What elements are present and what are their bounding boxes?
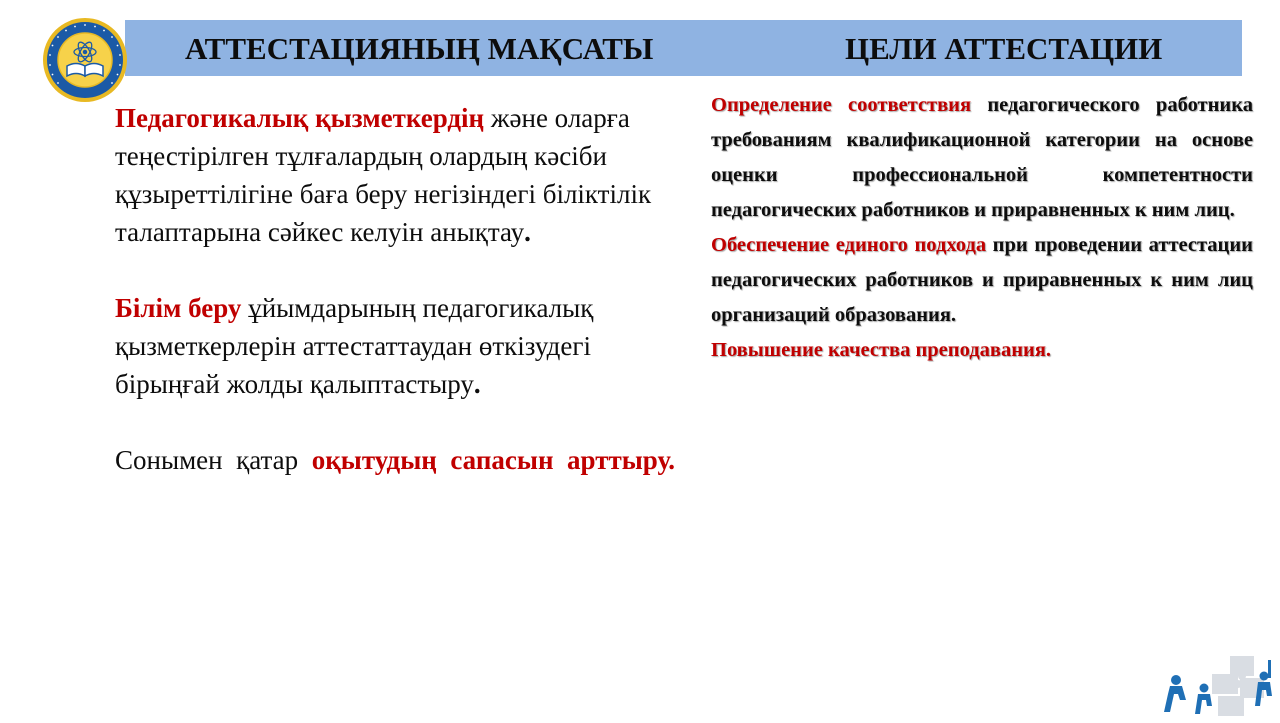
goal-ru-1 [711,88,1253,228]
goal-kz-2-end: . [473,369,481,399]
teamwork-puzzle-icon [1160,652,1278,718]
goal-kz-3-text: Сонымен қатар [115,445,312,475]
goal-ru-1-highlight: Определение соответствия [711,94,972,116]
goal-ru-2-highlight: Обеспечение единого подхода [711,234,987,256]
teamwork-svg [1160,652,1278,718]
goal-kz-3 [115,441,675,479]
goal-ru-2 [711,228,1253,333]
goal-ru-3-highlight: Повышение качества преподавания. [711,339,1052,361]
goal-kz-2 [115,289,675,403]
goal-kz-1 [115,99,675,251]
goal-kz-1-text: және оларға теңестірілген тұлғалардың олардың кәсіби құзыреттілігіне баға беру негізіндегі біліктілік талаптарына сәйкес келуін анықтау [115,103,652,247]
goal-kz-1-end: . [524,217,531,247]
goal-kz-2-highlight: Білім беру [115,293,242,323]
puzzle-blocks [1212,656,1264,716]
goals-russian [711,88,1253,368]
goal-kz-1-highlight: Педагогикалық қызметкердің [115,103,485,133]
emblem-svg [41,16,129,104]
goal-ru-2-text: при проведении аттестации педагогических работников и приравненных к ним лиц организаций образования. [711,234,1253,326]
goal-kz-3-highlight: оқытудың сапасын арттыру. [311,445,676,475]
goal-ru-1-text: педагогического работника требованиям квалификационной категории на основе оценки профессиональной компетентности педагогических работников и приравненных к ним лиц. [711,94,1253,221]
book-icon [67,64,103,77]
goal-ru-3 [711,333,1253,368]
goals-kazakh [115,99,675,479]
title-kazakh: АТТЕСТАЦИЯНЫҢ МАҚСАТЫ [185,31,654,66]
ministry-emblem-icon [41,16,129,104]
title-russian: ЦЕЛИ АТТЕСТАЦИИ [845,31,1163,66]
goal-kz-2-text: ұйымдарының педагогикалық қызметкерлерін аттестаттаудан өткізудегі бірыңғай жолды қалыптастыру [115,293,594,399]
